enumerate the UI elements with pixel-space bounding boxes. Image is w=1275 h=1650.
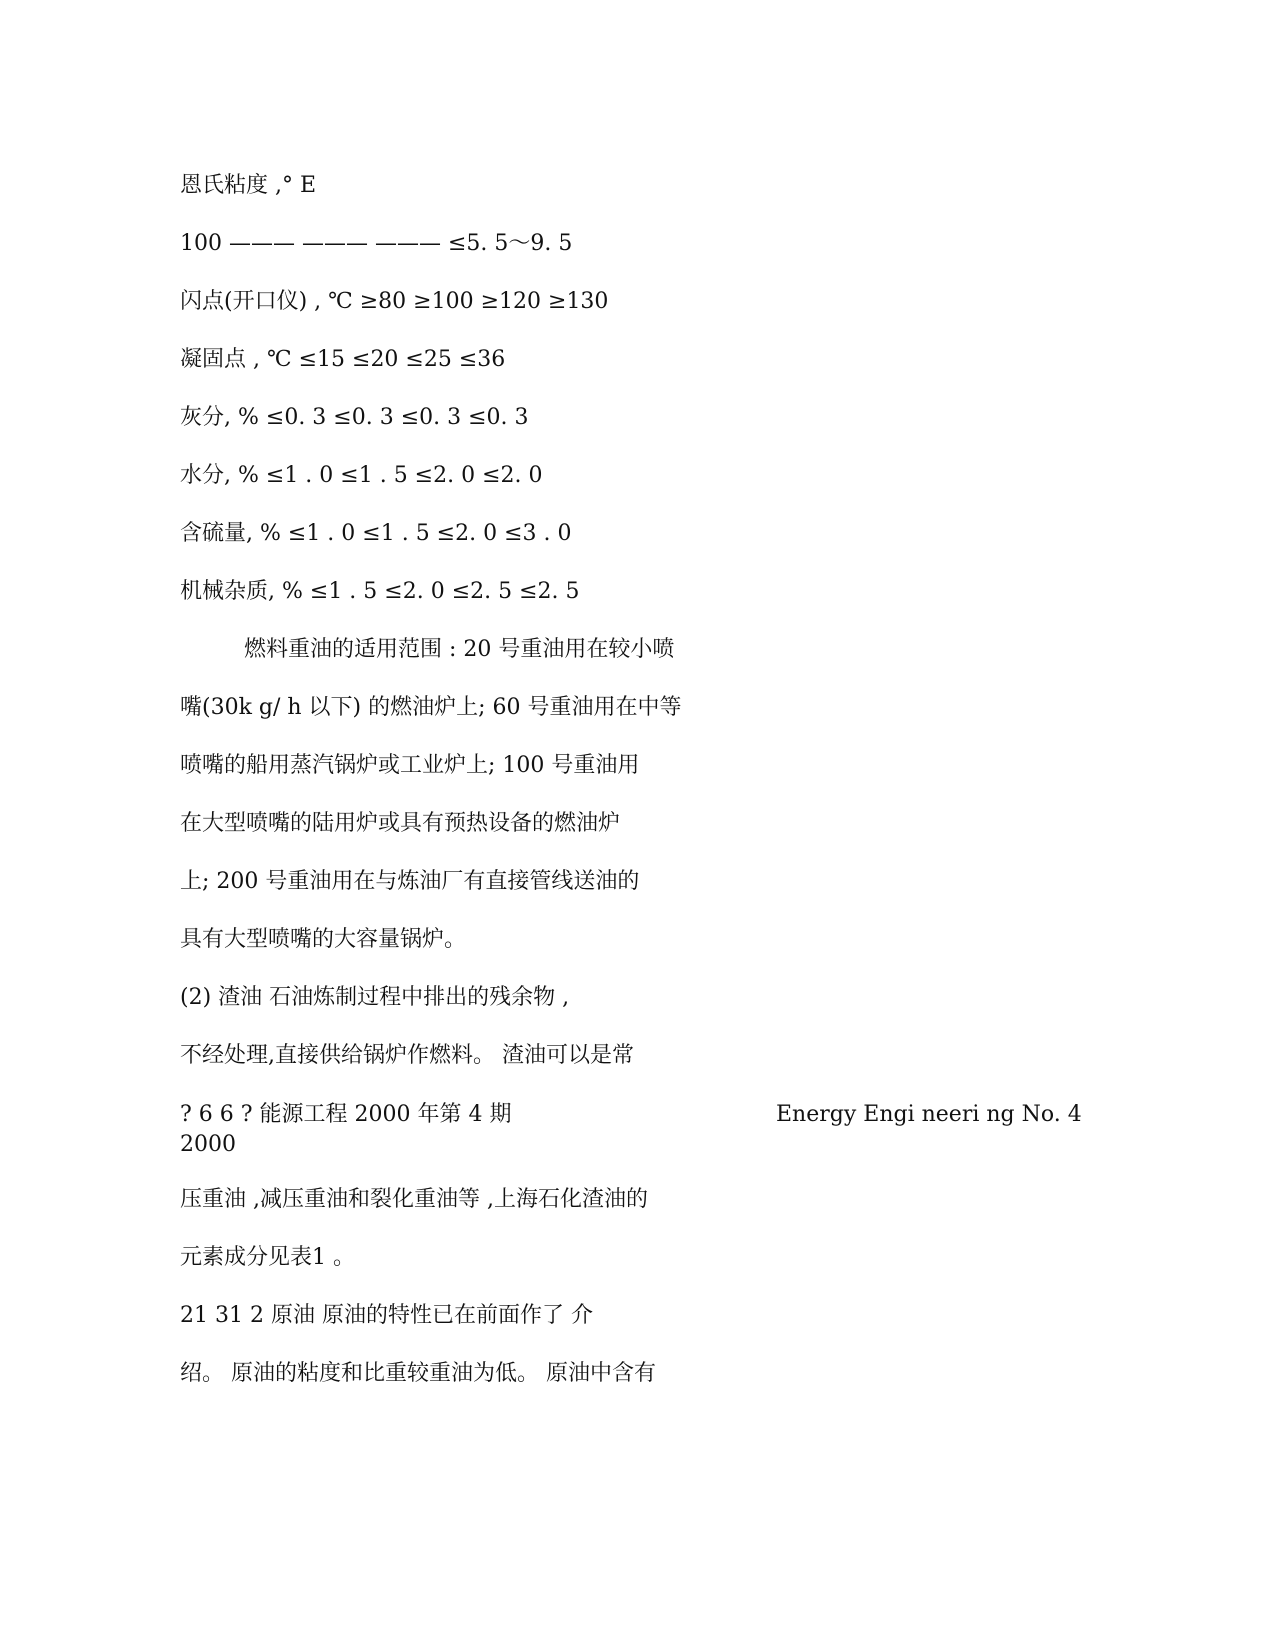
residue-line-4: 元素成分见表1 。: [180, 1245, 355, 1270]
paragraph-line-4: 在大型喷嘴的陆用炉或具有预热设备的燃油炉: [180, 811, 621, 836]
paragraph-line-1: 燃料重油的适用范围 : 20 号重油用在较小喷: [244, 637, 675, 662]
text-line-freezing-point: 凝固点 , ℃ ≤15 ≤20 ≤25 ≤36: [180, 347, 506, 372]
residue-line-3: 压重油 ,减压重油和裂化重油等 ,上海石化渣油的: [180, 1187, 648, 1212]
crude-oil-heading: 21 31 2 原油 原油的特性已在前面作了 介: [180, 1303, 593, 1328]
page-footer-right: Energy Engi neeri ng No. 4: [776, 1102, 1082, 1127]
text-line-ash: 灰分, % ≤0. 3 ≤0. 3 ≤0. 3 ≤0. 3: [180, 405, 529, 430]
page-footer-left: ? 6 6 ? 能源工程 2000 年第 4 期: [180, 1102, 512, 1127]
paragraph-line-6: 具有大型喷嘴的大容量锅炉。: [180, 927, 467, 952]
page-footer-year: 2000: [180, 1132, 236, 1157]
paragraph-line-3: 喷嘴的船用蒸汽锅炉或工业炉上; 100 号重油用: [180, 753, 640, 778]
text-line-impurities: 机械杂质, % ≤1 . 5 ≤2. 0 ≤2. 5 ≤2. 5: [180, 579, 580, 604]
text-line-viscosity: 恩氏粘度 ,° E: [180, 173, 317, 198]
crude-oil-line-2: 绍。 原油的粘度和比重较重油为低。 原油中含有: [180, 1361, 656, 1386]
text-line-sulfur: 含硫量, % ≤1 . 0 ≤1 . 5 ≤2. 0 ≤3 . 0: [180, 521, 572, 546]
section-residue-heading: (2) 渣油 石油炼制过程中排出的残余物 ,: [180, 985, 570, 1010]
text-line-water: 水分, % ≤1 . 0 ≤1 . 5 ≤2. 0 ≤2. 0: [180, 463, 543, 488]
paragraph-line-5: 上; 200 号重油用在与炼油厂有直接管线送油的: [180, 869, 640, 894]
text-line-flash-point: 闪点(开口仪) , ℃ ≥80 ≥100 ≥120 ≥130: [180, 289, 609, 314]
text-line-viscosity-values: 100 ——— ——— ——— ≤5. 5～9. 5: [180, 231, 573, 256]
paragraph-line-2: 嘴(30k g/ h 以下) 的燃油炉上; 60 号重油用在中等: [180, 695, 682, 720]
residue-line-2: 不经处理,直接供给锅炉作燃料。 渣油可以是常: [180, 1043, 634, 1068]
